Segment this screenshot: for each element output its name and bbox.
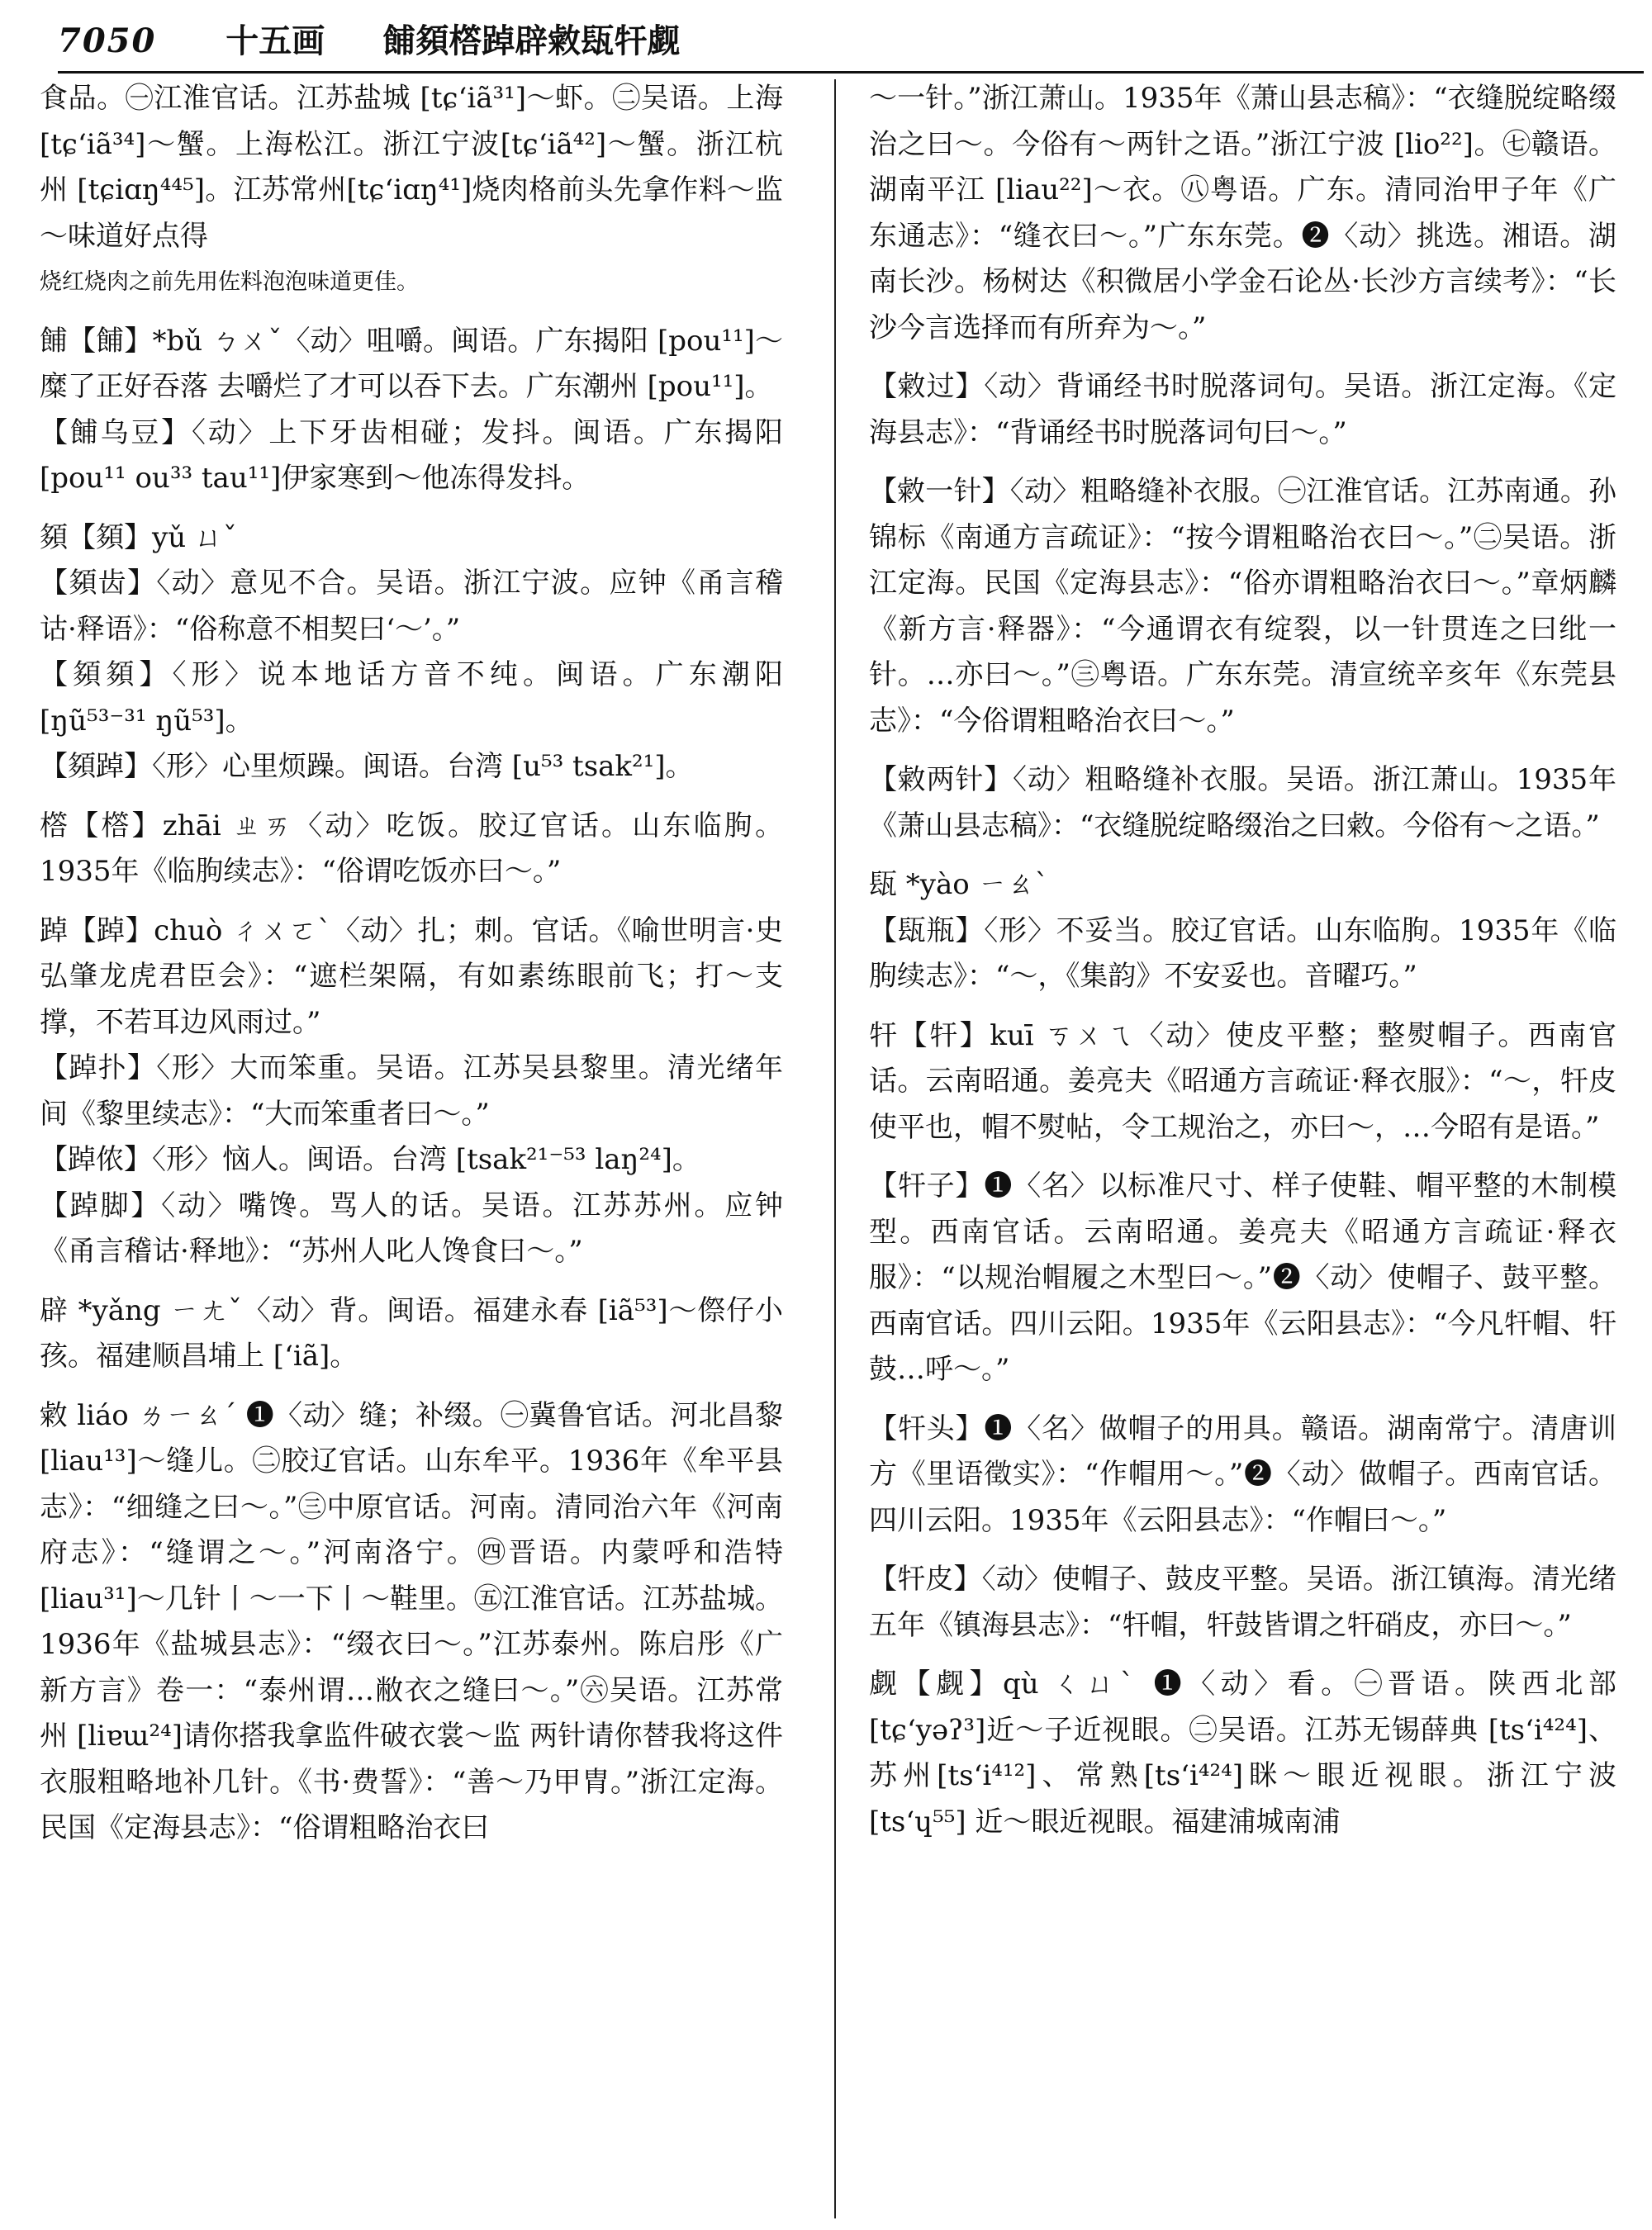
entry-liao: 敹 liáo ㄌㄧㄠˊ ❶〈动〉缝；补缀。㊀冀鲁官话。河北昌黎 [liau¹³]～缝儿。㊁胶辽官话。山东牟平。1936年《牟平县志》：“细缝之曰～。”㊂中原官话。河南。清同治六年《河南府志》：“缝谓之～。”河南洛宁。㊃晋语。内蒙呼和浩特 [liau³¹]～几针丨～一下丨～鞋里。㊄江淮官话。江苏盐城。1936年《盐城县志》：“缀衣曰～。”江苏泰州。陈启彤《广新方言》卷一：“泰州谓…敝衣之缝曰～。”㊅吴语。江苏常州 [liɐɯ²⁴]请你搭我拿监件破衣裳～监 两针请你替我将这件衣服粗略地补几针。《书·费誓》：“善～乃甲胄。”浙江定海。民国《定海县志》：“俗谓粗略治衣曰 bbox=[40, 1398, 783, 1844]
subentry-yu-chi: 【䫂齿】〈动〉意见不合。吴语。浙江宁波。应钟《甬言稽诂·释语》：“俗称意不相契曰‘～’。” bbox=[40, 567, 783, 646]
subentry-liao-liangzhen: 【敹两针】〈动〉粗略缝补衣服。吴语。浙江萧山。1935年《萧山县志稿》：“衣缝脱绽略缀治之曰敹。今俗有～之语。” bbox=[869, 763, 1616, 842]
entry-chuo: 踔【踔】chuò ㄔㄨㄛˋ〈动〉扎；刺。官话。《喻世明言·史弘肇龙虎君臣会》：“遮栏架隔，有如素练眼前飞；打～支撑，不若耳边风雨过。” bbox=[40, 913, 783, 1039]
header-rule bbox=[58, 71, 1644, 74]
subentry-chuo-jiao: 【踔脚】〈动〉嘴馋。骂人的话。吴语。江苏苏州。应钟《甬言稽诂·释地》：“苏州人叱人馋食曰～。” bbox=[40, 1189, 783, 1268]
subentry-liao-yizhen: 【敹一针】〈动〉粗略缝补衣服。㊀江淮官话。江苏南通。孙锦标《南通方言疏证》：“按今谓粗略治衣曰～。”㊁吴语。浙江定海。民国《定海县志》：“俗亦谓粗略治衣曰～。”章炳麟《新方言·释器》：“今通谓衣有绽裂，以一针贯连之曰纰一针。…亦曰～。”㊂粤语。广东东莞。清宣统辛亥年《东莞县志》：“今俗谓粗略治衣曰～。” bbox=[869, 475, 1616, 738]
right-column bbox=[869, 76, 1616, 1845]
subentry-bu-wudou: 【餔乌豆】〈动〉上下牙齿相碰；发抖。闽语。广东揭阳 [pou¹¹ ou³³ tau¹¹]伊家寒到～他冻得发抖。 bbox=[40, 415, 783, 495]
column-divider bbox=[834, 79, 836, 2218]
entry-yu: 䫂【䫂】yǔ ㄩˇ bbox=[40, 520, 237, 554]
subentry-liao-guo: 【敹过】〈动〉背诵经书时脱落词句。吴语。浙江定海。《定海县志》：“背诵经书时脱落词句曰～。” bbox=[869, 370, 1616, 449]
subentry-kui-zi: 【㸩子】❶〈名〉以标准尺寸、样子使鞋、帽平整的木制模型。西南官话。云南昭通。姜亮夫《昭通方言疏证·释衣服》：“以规治帽履之木型曰～。”❷〈动〉使帽子、鼓平整。西南官话。四川云阳。1935年《云阳县志》：“今凡㸩帽、㸩鼓…呼～。” bbox=[869, 1170, 1616, 1386]
subentry-chuo-nong: 【踔侬】〈形〉恼人。闽语。台湾 [tsak²¹⁻⁵³ laŋ²⁴]。 bbox=[40, 1143, 700, 1176]
page-number: 7050 bbox=[58, 21, 157, 60]
subentry-kui-tou: 【㸩头】❶〈名〉做帽子的用具。赣语。湖南常宁。清唐训方《里语徵实》：“作帽用～。”❷〈动〉做帽子。西南官话。四川云阳。1935年《云阳县志》：“作帽曰～。” bbox=[869, 1412, 1616, 1537]
subentry-yu-yu: 【䫂䫂】〈形〉说本地话方音不纯。闽语。广东潮阳 [ŋũ⁵³⁻³¹ ŋũ⁵³]。 bbox=[40, 658, 783, 738]
subentry-yao-ping: 【瓺瓶】〈形〉不妥当。胶辽官话。山东临朐。1935年《临朐续志》：“～，《集韵》不安妥也。音曜巧。” bbox=[869, 913, 1616, 993]
entry-zhai: 㯚【㯚】zhāi ㄓㄞ〈动〉吃饭。胶辽官话。山东临朐。1935年《临朐续志》：“俗谓吃饭亦曰～。” bbox=[40, 809, 783, 888]
entry-yao: 瓺 *yào ㄧㄠˋ bbox=[869, 868, 1049, 901]
subentry-yu-chuo: 【䫂踔】〈形〉心里烦躁。闽语。台湾 [u⁵³ tsak²¹]。 bbox=[40, 750, 694, 783]
running-header bbox=[58, 12, 1644, 71]
stroke-count: 十五画 bbox=[225, 21, 325, 60]
entry-kui: 㸩【㸩】kuī ㄎㄨㄟ〈动〉使皮平整；整熨帽子。西南官话。云南昭通。姜亮夫《昭通方言疏证·释衣服》：“～，㸩皮使平也，帽不熨帖，令工规治之，亦曰～，…今昭有是语。” bbox=[869, 1018, 1616, 1144]
entry-liao-continuation: ～一针。”浙江萧山。1935年《萧山县志稿》：“衣缝脱绽略缀治之曰～。今俗有～两针之语。”浙江宁波 [lio²²]。㊆赣语。湖南平江 [liau²²]～衣。㊇粤语。广东。清同治甲子年《广东通志》：“缝衣曰～。”广东东莞。❷〈动〉挑选。湘语。湖南长沙。杨树达《积微居小学金石论丛·长沙方言续考》：“长沙今言选择而有所弃为～。” bbox=[869, 82, 1616, 344]
entry-qu: 觑【觑】qù ㄑㄩˋ ❶〈动〉看。㊀晋语。陕西北部 [tɕʻyəʔ³]近～子近视眼。㊁吴语。江苏无锡薛典 [tsʻi⁴²⁴]、苏州[tsʻi⁴¹²]、常熟[tsʻi⁴²⁴]眯～眼近视眼。浙江宁波 [tsʻɥ⁵⁵] 近～眼近视眼。福建浦城南浦 bbox=[869, 1668, 1616, 1839]
left-column bbox=[40, 76, 783, 1852]
subentry-chuo-pu: 【踔扑】〈形〉大而笨重。吴语。江苏吴县黎里。清光绪年间《黎里续志》：“大而笨重者曰～。” bbox=[40, 1051, 783, 1131]
entry-bu: 餔【餔】*bǔ ㄅㄨˇ〈动〉咀嚼。闽语。广东揭阳 [pou¹¹]～糜了正好吞落 去嚼烂了才可以吞下去。广东潮州 [pou¹¹]。 bbox=[40, 324, 783, 403]
entry-yang: 辟 *yǎng ㄧㄤˇ〈动〉背。闽语。福建永春 [iã⁵³]～傺仔小孩。福建顺昌埔上 [ʻiã]。 bbox=[40, 1293, 783, 1373]
header-headwords: 餔䫂㯚踔辟敹瓺㸩觑 bbox=[382, 21, 681, 60]
entry-continuation: 食品。㊀江淮官话。江苏盐城 [tɕʻiã³¹]～虾。㊁吴语。上海[tɕʻiã³⁴]～蟹。上海松江。浙江宁波[tɕʻiã⁴²]～蟹。浙江杭州 [tɕiɑŋ⁴⁴⁵]。江苏常州[tɕʻiɑŋ⁴¹]烧肉格前头先拿作料～监 ～味道好点得 bbox=[40, 82, 783, 253]
subentry-kui-pi: 【㸩皮】〈动〉使帽子、鼓皮平整。吴语。浙江镇海。清光绪五年《镇海县志》：“㸩帽，㸩鼓皆谓之㸩硝皮，亦曰～。” bbox=[869, 1563, 1616, 1642]
gloss-note: 烧红烧肉之前先用佐料泡泡味道更佳。 bbox=[40, 269, 419, 295]
